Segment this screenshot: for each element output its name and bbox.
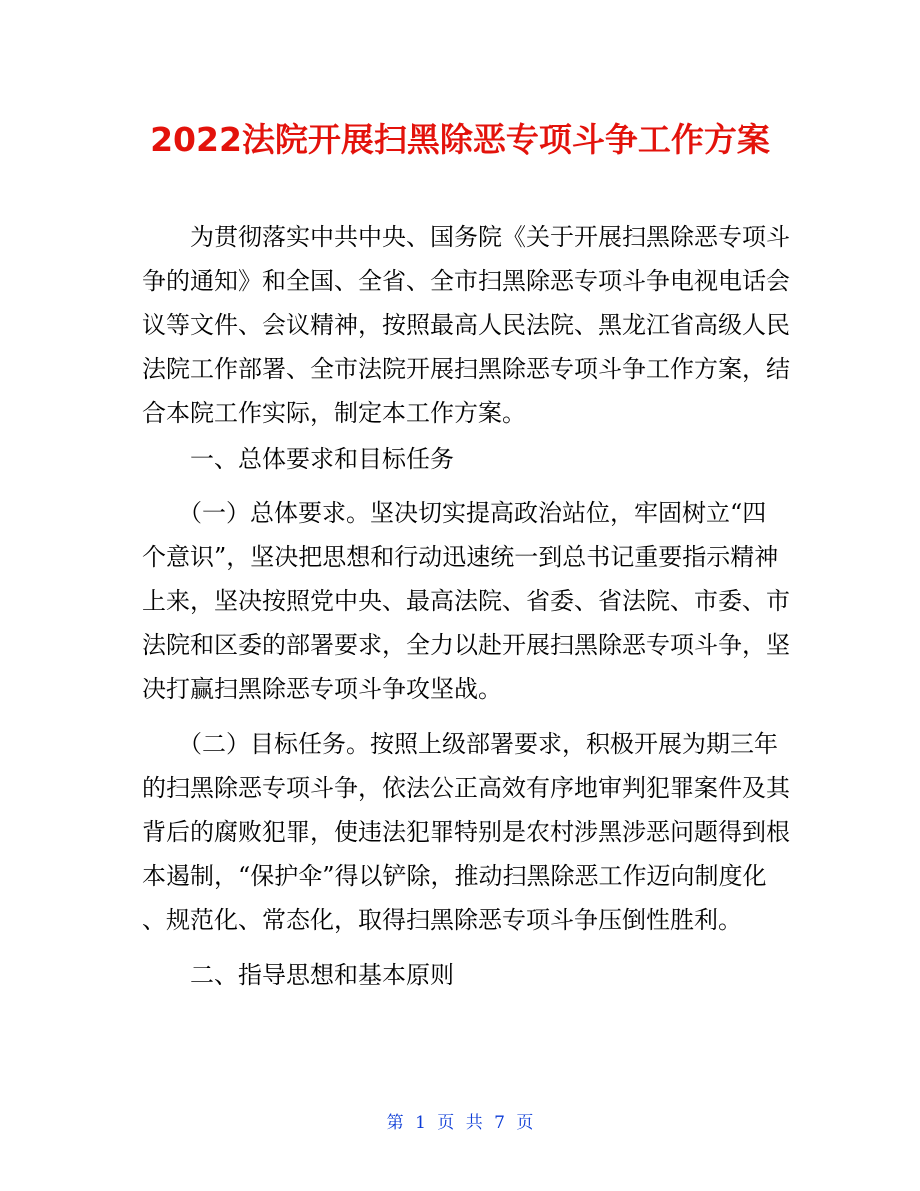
body-line: 个意识”，坚决把思想和行动迅速统一到总书记重要指示精神 [142, 543, 779, 571]
page-number-footer: 第 1 页 共 7 页 [386, 1113, 534, 1133]
body-line: 本遏制，“保护伞”得以铲除，推动扫黑除恶工作迈向制度化 [142, 862, 767, 890]
body-line: 决打赢扫黑除恶专项斗争攻坚战。 [142, 675, 502, 703]
body-line: 的扫黑除恶专项斗争，依法公正高效有序地审判犯罪案件及其 [142, 774, 790, 802]
body-line: 争的通知》和全国、全省、全市扫黑除恶专项斗争电视电话会 [142, 267, 790, 295]
document-title: 2022法院开展扫黑除恶专项斗争工作方案 [150, 120, 770, 159]
body-line: 合本院工作实际，制定本工作方案。 [142, 399, 526, 427]
body-line: 议等文件、会议精神，按照最高人民法院、黑龙江省高级人民 [142, 311, 790, 339]
section-heading: 二、指导思想和基本原则 [142, 961, 454, 989]
body-line: 为贯彻落实中共中央、国务院《关于开展扫黑除恶专项斗 [142, 223, 790, 251]
body-line: 背后的腐败犯罪，使违法犯罪特别是农村涉黑涉恶问题得到根 [142, 818, 790, 846]
section-heading: 一、总体要求和目标任务 [142, 445, 454, 473]
body-line: 法院和区委的部署要求，全力以赴开展扫黑除恶专项斗争，坚 [142, 631, 790, 659]
body-line: 法院工作部署、全市法院开展扫黑除恶专项斗争工作方案，结 [142, 355, 790, 383]
body-line: 上来，坚决按照党中央、最高法院、省委、省法院、市委、市 [142, 587, 790, 615]
body-line: 、规范化、常态化，取得扫黑除恶专项斗争压倒性胜利。 [142, 906, 742, 934]
body-line: （一）总体要求。坚决切实提高政治站位，牢固树立“四 [142, 499, 767, 527]
body-line: （二）目标任务。按照上级部署要求，积极开展为期三年 [142, 730, 778, 758]
